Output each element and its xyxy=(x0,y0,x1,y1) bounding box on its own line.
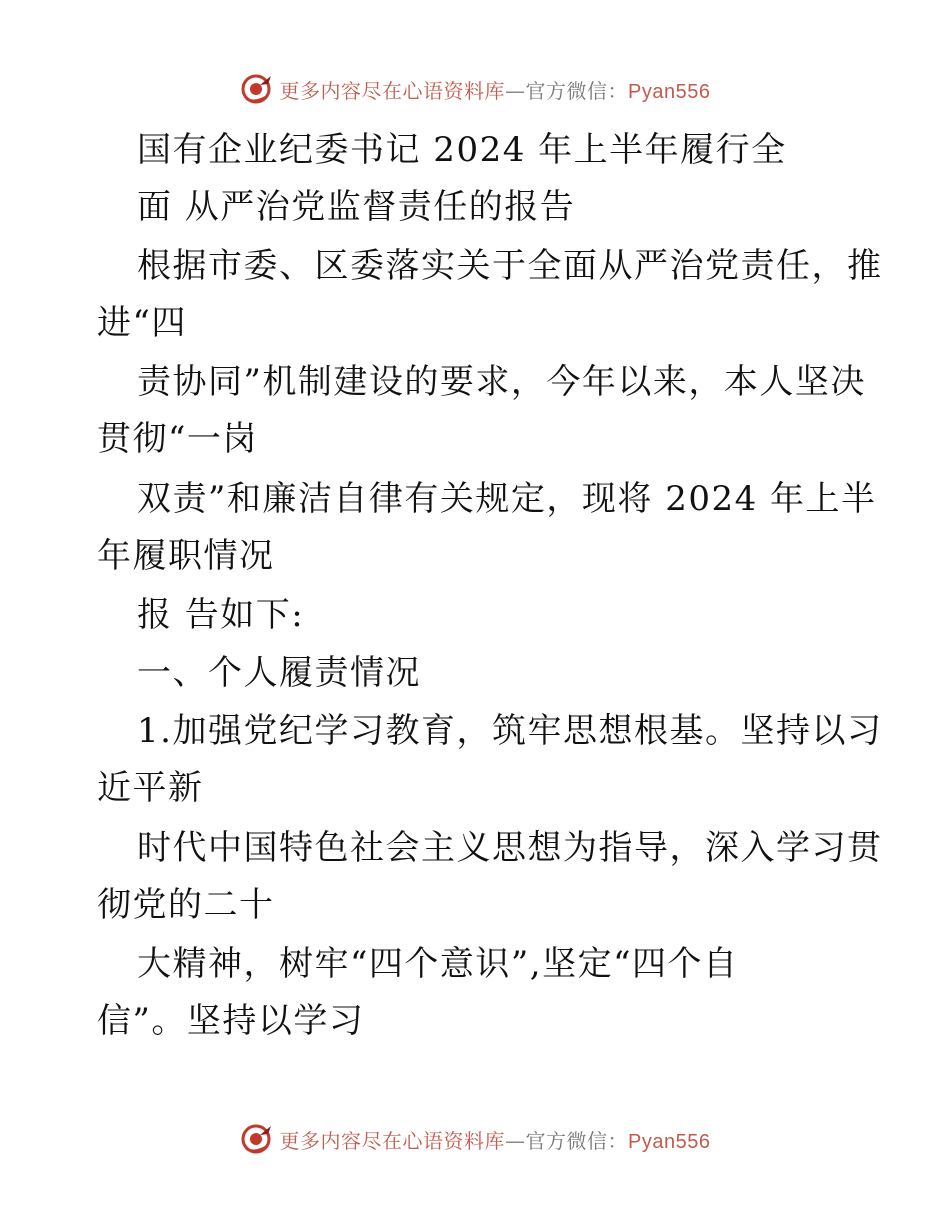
footer-watermark xyxy=(0,1122,950,1156)
watermark-dash: — xyxy=(505,1128,526,1153)
title-line-2: 面 从严治党监督责任的报告 xyxy=(137,187,576,227)
paragraph-line: 双责”和廉洁自律有关规定，现将 2024 年上半 xyxy=(137,479,877,519)
watermark-title: 更多内容尽在心语资料库 xyxy=(279,78,506,103)
watermark-text xyxy=(280,1125,711,1154)
paragraph-line: 1.加强党纪学习教育，筑牢思想根基。坚持以习 xyxy=(137,711,883,751)
paragraph-line: 年履职情况 xyxy=(97,536,275,576)
watermark-wechat-label: 官方微信： xyxy=(525,1128,629,1153)
paragraph-line: 大精神，树牢“四个意识”,坚定“四个自 xyxy=(137,944,739,984)
watermark-wechat-id: Pyan556 xyxy=(628,1130,711,1153)
watermark-wechat-label: 官方微信： xyxy=(525,78,629,103)
pen-logo-icon xyxy=(240,1122,274,1156)
pen-logo-icon xyxy=(240,72,274,106)
title-line-1: 国有企业纪委书记 2024 年上半年履行全 xyxy=(137,130,787,170)
paragraph-line: 责协同”机制建设的要求，今年以来，本人坚决 xyxy=(137,362,866,402)
paragraph-line: 信”。坚持以学习 xyxy=(97,1001,365,1041)
paragraph-line: 根据市委、区委落实关于全面从严治党责任，推 xyxy=(137,246,883,286)
paragraph-line: 进“四 xyxy=(97,303,187,343)
watermark-wechat-id: Pyan556 xyxy=(628,80,711,103)
watermark-dash: — xyxy=(505,78,526,103)
paragraph-line: 贯彻“一岗 xyxy=(97,419,258,459)
watermark-title: 更多内容尽在心语资料库 xyxy=(279,1128,506,1153)
paragraph-line: 近平新 xyxy=(97,768,204,808)
paragraph-line: 报 告如下: xyxy=(137,595,305,635)
paragraph-line: 彻党的二十 xyxy=(97,885,275,925)
paragraph-line: 时代中国特色社会主义思想为指导，深入学习贯 xyxy=(137,828,883,868)
watermark-text xyxy=(280,75,711,104)
header-watermark xyxy=(0,72,950,106)
section-heading: 一、个人履责情况 xyxy=(137,653,421,693)
